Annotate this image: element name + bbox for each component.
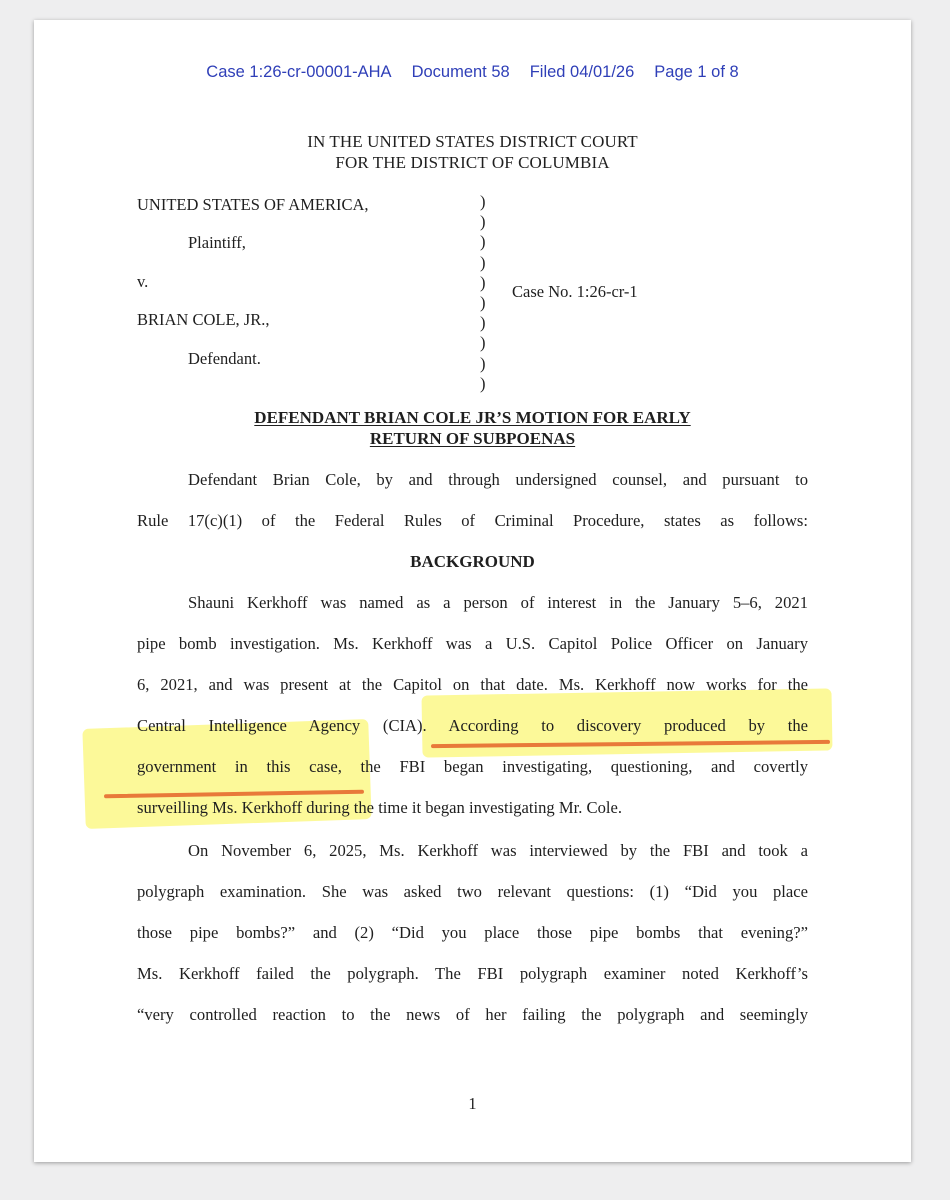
caption-paren: ) — [480, 192, 486, 211]
court-name-line-1: IN THE UNITED STATES DISTRICT COURT — [307, 132, 638, 151]
background-heading: BACKGROUND — [410, 552, 535, 571]
page-number: 1 — [468, 1094, 477, 1113]
ecf-document-number: Document 58 — [411, 63, 510, 81]
plaintiff-role: Plaintiff, — [188, 233, 246, 252]
caption-paren: ) — [480, 313, 486, 333]
para1-line-4: Central Intelligence Agency (CIA). According to discovery produced by the — [137, 716, 808, 735]
caption-paren: ) — [480, 292, 486, 312]
para1-line-6: surveilling Ms. Kerkhoff during the time it began investigating Mr. Cole. — [137, 798, 622, 817]
defendant-role: Defendant. — [188, 349, 261, 368]
defendant-name: BRIAN COLE, JR., — [137, 310, 270, 329]
plaintiff-name: UNITED STATES OF AMERICA, — [137, 195, 369, 214]
motion-title-line-1: DEFENDANT BRIAN COLE JR’S MOTION FOR EARLY — [254, 408, 691, 427]
caption-paren: ) — [480, 353, 486, 373]
caption-paren: ) — [480, 333, 486, 353]
versus-label: v. — [137, 272, 149, 291]
para2-line-1: On November 6, 2025, Ms. Kerkhoff was interviewed by the FBI and took a — [188, 841, 808, 860]
para2-line-4: Ms. Kerkhoff failed the polygraph. The FBI polygraph examiner noted Kerkhoff’s — [137, 964, 808, 983]
caption-paren: ) — [480, 373, 486, 393]
intro-line-2: Rule 17(c)(1) of the Federal Rules of Criminal Procedure, states as follows: — [137, 511, 808, 530]
para1-line-2: pipe bomb investigation. Ms. Kerkhoff was a U.S. Capitol Police Officer on January — [137, 634, 808, 653]
intro-line-1: Defendant Brian Cole, by and through undersigned counsel, and pursuant to — [188, 470, 808, 489]
para1-line-1: Shauni Kerkhoff was named as a person of interest in the January 5–6, 2021 — [188, 593, 808, 612]
caption-paren: ) — [480, 272, 486, 292]
ecf-header — [34, 63, 911, 82]
caption-paren: ) — [480, 232, 486, 252]
ecf-filed-date: Filed 04/01/26 — [529, 63, 635, 81]
court-name-line-2: FOR THE DISTRICT OF COLUMBIA — [335, 153, 610, 172]
ecf-page-count: Page 1 of 8 — [654, 63, 739, 81]
caption-paren: ) — [480, 252, 486, 272]
para1-line-3: 6, 2021, and was present at the Capitol on that date. Ms. Kerkhoff now works for the — [137, 675, 808, 694]
caption-paren: ) — [480, 212, 486, 232]
case-number: Case No. 1:26-cr-1 — [512, 282, 638, 301]
document-page — [34, 20, 911, 1162]
para2-line-2: polygraph examination. She was asked two relevant questions: (1) “Did you place — [137, 882, 808, 901]
ecf-case-number: Case 1:26-cr-00001-AHA — [206, 63, 392, 81]
caption-parentheses — [480, 192, 486, 394]
para2-line-3: those pipe bombs?” and (2) “Did you place those pipe bombs that evening?” — [137, 923, 808, 942]
para2-line-5: “very controlled reaction to the news of her failing the polygraph and seemingly — [137, 1005, 808, 1024]
motion-title-line-2: RETURN OF SUBPOENAS — [369, 429, 576, 448]
para1-line-5: government in this case, the FBI began investigating, questioning, and covertly — [137, 757, 808, 776]
